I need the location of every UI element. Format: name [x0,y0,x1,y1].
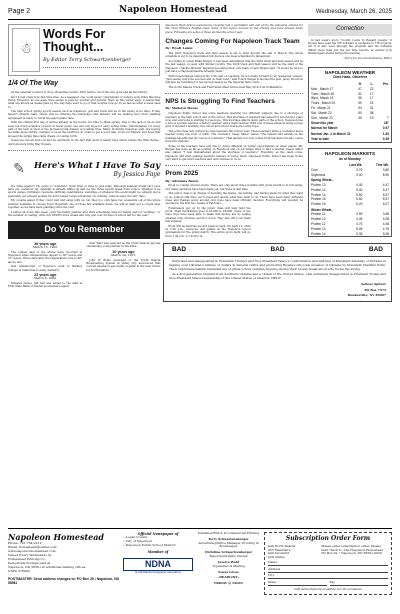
article-paragraph: Some of the teachers have left due to doing different or better opportunities in other places. Mr. Berger has gone as far as posting on Facebook and on job listing sites to find a teacher. Casey Sailor also stated, "I feel disheartened about the shortage of teachers." Hopefully, as the years come, Napoleon will start gaining teachers instead of losing them. Napoleon Public School has been trying very hard to get more teachers and will continue to do so. [165,144,303,161]
table-row: Protein 12 4.75 4.48 [311,222,389,227]
market-title: NAPOLEON MARKETS [324,150,376,156]
remember-grid [8,242,160,290]
remember-item: Glen Wald was selected as the North Dakota Jaycees outstanding young farmer in the state. [86,241,161,249]
here-paragraph: I better sit down this week, open the family planner and start scheduling time for family and for "nothing," or the summer is roaring, with only SEVEN more weeks and only just over 50 days of school left for the year! [8,210,161,217]
market-table [309,163,391,236]
name-field[interactable]: Name [268,561,388,566]
article-headline: Changes Coming For Napoleon Track Team [165,37,300,45]
article-paragraph: With Coach Weigel being in his 11th year of coaching, he is looking forward to an "awesome" season. "Just seeing everyone succeed and do their best," said Coach Weigel is his favorite part. Jacey Woodrow will also be returning for her second season as the Imperial field coach. [165,74,303,85]
masthead [8,6,392,20]
column-section-title: 1/4 Of The Way [8,80,59,87]
staff-list [196,532,261,595]
table-row: Normal for March 0.97 [311,126,389,131]
left-column [8,24,160,302]
table-row: Year to date 0.49 [311,137,389,142]
subscription-title: Subscription Order Form [285,535,371,542]
article-byline: By: Wyatt Laisie [165,46,193,51]
ndna-logo: NDNA [123,558,193,572]
article-paragraph: The North Dakota Track and Field State Meet will be held May 30 & 31st in Bismarck. [168,85,283,89]
remember-title: Do You Remember [8,221,160,239]
here-header [8,155,160,185]
rate-option[interactable]: $29 Online [268,555,285,560]
article-paragraph: Napoleon Public School has some teachers teaching two different subjects due to a shortage of teachers in the high school end of the school. This shortage of teachers has lasted for around five years now, and everyone is starting to lose hope. This shortage affects many parts of the school. Napoleon has a loss of a music teacher, a history teacher, and a math teacher. With loss of these subjects being a huge part of student's learning, the school and school board are losing hope. [165,112,303,129]
table-row: Protein 15 5.60 5.57 [311,197,389,202]
staff-role: Typesetter & Mailing [212,563,245,568]
table-header-row: Last Wk. This Wk. [349,163,389,168]
article-paragraph: According to coach Brian Weigel, it has been determined that the 2025 track and field season will be the last season co-oped with Kidder County. The 2026 track and field season will be the start of the Napoleon / Gackle-Streeter Imperial becoming their own team. Coach Weigel said, "It would be nice to just have a Napoleon/Gackle-Streeter team." [165,60,303,73]
table-row: Protein 16 6.20 6.07 [311,202,389,207]
table-row: Protein 14 5.40 5.47 [311,187,389,192]
zip-field[interactable]: Zip [330,581,389,586]
official-title: Official Newspaper of [137,532,179,536]
logo-subtitle: North Dakota Newspaper Association [135,571,181,575]
table-row: Protein 14 5.50 5.57 [311,192,389,197]
market-subtitle: as of Monday [339,156,361,161]
official-item: ~City of Napoleon [123,539,152,544]
table-header-row: H. L. Pre. [358,82,389,87]
footer-paper-name: Napoleon Homestead [8,532,105,542]
column-paragraph: Guess we can all hold out and be optimistic in the fact that April is nearly here which brings the little rhyme - April showers bring May flowers. [8,139,161,146]
student-articles-intro: Napoleon High School sophomores recently had a journalism unit and wrote the following articles for Ms. Nora Ellison's English class. Some of the topics covered by the articles may have already taken place. Following are some of those stories this school year. [165,24,303,34]
staff-name: Christine Schwartzenberger [204,550,253,555]
correction-sign: ~Sorry for any inconvenience, Editor [342,57,392,61]
article-paragraph: The school has only gotten two new teachers this school year. These teachers bring a counselor and a teacher doing one hour of math. The counselor, Casey Sailor, stated "The tension and anxiety in the building has affected my role as a counselor." That anxiety not only comes from teachers but also comes from the students. [165,130,303,144]
rate-option[interactable]: $55 Elsewhere [268,547,291,552]
info-line: Issued Every Wednesday by [8,553,52,558]
info-line: Napoleon, ND 58561 & additional mailing offices. [8,564,87,569]
postmaster-line: POSTMASTER: Send address changes to: PO Box 29 • Napoleon, ND 58561 [8,576,120,586]
bad-text: Surprised and disappointed in President Trump's and Vice President Vance's confrontation and bullying of President Zelensky of Ukraine in signing over Ukraine's billions of dollars in mineral rights and promoting Russia's full scale invasion of Ukraine by President Vladimir Putin. Their unprofessionalism reminded me of grade school children arguing during their recess break about who broke the swing. [169,259,386,272]
website-link[interactable]: www.napoleonhomestead.com [8,549,56,554]
bad-sign-city: Bunkerville, NV 89007 [347,293,386,298]
remember-item: The coldest days of the winter were recorded at Napoleon when temperatures dipped to 38° below and 31° below. Three days later the temperature rose to 40° above zero. [8,250,83,264]
table-row: Spring Wheat - [311,178,334,183]
bad-text: As a 3rd generation migrant from Southern Ukraine and a citizen of the United States, I am extremely disappointed in President Trump and Vice President Vance's leadership of the United States of America. HELP! [169,272,386,280]
official-item: ~Logan County [123,535,148,540]
table-row: Snow this year 28" [311,121,389,126]
remember-date: March 24, 1915 [111,252,136,257]
table-row: Protein 13 4.40 4.47 [311,183,389,188]
publication-info [8,532,120,595]
table-row: Wed., March 19 36 17 [311,96,374,101]
table-row: Protein 12 4.35 4.08 [311,217,389,222]
city-field[interactable]: City [268,574,388,579]
table-row: Corn 3.76 3.80 [311,168,389,173]
table-row: Sun., March 23 39 19 T [311,115,389,120]
remember-heading: 10 years ago [112,249,135,254]
pencil-icon: ✎ [13,160,25,177]
staff-name: Terry Schwartzenberger [208,536,249,541]
table-row: Protein 13 5.05 4.78 [311,226,389,231]
table-row: Protein 11 3.99 3.68 [311,212,389,217]
market-box [308,148,392,237]
column-paragraph: As the calendar is about to drop off another month, 2025 will be 1/4 of the way gone and all but history. [11,90,148,94]
table-row: Soybeans 9.00 8.90 [311,172,389,177]
remember-date: March 8, 2000 [33,276,57,281]
table-row: Sat., March 22 60 38 [311,110,374,115]
here-paragraph: My cousins asked if they could visit and camp with us, but they too, only have two weekends out of the whole summer available to choose from! Hopefully one of those few available dates, we will at least get a couple days together, as we have been planning since the visit. [8,199,161,209]
staff-name: Sonya Gross [218,569,239,574]
here-byline: By Jessica Faye [113,171,161,179]
staff-role: Publisher/Editor & Commercial Printing [197,531,260,535]
article-paragraph: Prom will be held the second week in April. On April 12, 2025 at 7:30 p.m., everyone will gather at the Napoleon school gymnasium for the grand march. The entire prom night will go from 7:30 p.m. to 10:30 p.m. [165,224,251,238]
bad-header: BAD BAD BAD [163,243,392,256]
official-newspaper [123,532,193,595]
remember-item: Streeter native, Jeff Veil was added to the staff at First State Bank of Golden as insurance agent. [8,282,83,289]
weather-box [308,67,392,143]
correction-text: In last week's story, "County Looks To Reward Guests," it should have read the TIF software is exclusive to TIF projects, but it is also used through the program and the software differs more than just the per mile reports, as auditor Jody Kritzbergern stated during the meeting. [308,38,392,55]
here-title: Here's What I Have To Say [34,160,161,171]
table-row: Thurs., March 20 59 15 [311,101,374,106]
table-row: Normal Jan. 1 to March 31 1.83 [311,131,389,136]
here-paragraph: It's Time Again!!! I'm going to "schedule" down time or time to just relax. Although summer break isn't even here yet, somehow my calendar is already filling up fast for the three month break from school. Whether it be sports camps, birthdays, reunions, birthday celebrations, weddings or whatever the event might be, already we've seemingly got already spoken for and I haven't even scheduled "do nothing, relax & enjoy the sun" date. [8,184,161,198]
rate-option[interactable]: $40 Snowbird [268,551,290,556]
issue-date: Wednesday, March 26, 2025 [315,9,392,16]
bad-sign-box: PO Box 7373 [364,287,386,292]
column-title: Words For Thought... [43,27,106,55]
table-row: Mon., March 17 47 22 [311,86,374,91]
weather-observer: Clark Haas, Observer [332,75,368,80]
phone-line: Phone: 701-754-2212 [8,541,42,546]
remember-heading: 25 years ago [33,273,57,278]
article-paragraph: The junior class is in charge of deciding the theme, decorating, and having plans for what they want to do. Juniors still have yet to meet and decide what they want to do. There have been many different ideas and themes going around, but none have been officially decided. Everything will possibly be decided in the first two weeks of February. [165,192,303,206]
article-headline: Prom 2025 [165,170,199,178]
staff-name: Jessica Wald [218,559,239,564]
column-byline: By Editor Terry Schwartzenberger [43,57,131,64]
table-row: Winter Wheat - [311,207,334,212]
staff-role: Reporter/Graphic Design [209,554,248,559]
table-row: Tues., March 18 31 17 [311,91,374,96]
deadline-value: FRIDAY @ NOON [214,581,243,586]
remember-date: March 15, 1995 [32,244,58,249]
column-paragraph: Isn't it just crazy how fast time flies. As a teenager, one could never comprehend or believe such thing like time flying. However, as one ages, time seems to pass by quicker and quicker. Well, as this writer ages, it seems that what are known as weeks pass by the way days used to go or that months now go by as fast as what a week used to. [8,95,161,109]
page-number: Page 2 [8,8,31,16]
gift-note: Gift subscriptions available for all occasions [294,586,362,591]
article-headline: NPS Is Struggling To Find Teachers [165,98,275,106]
email-link[interactable]: Email: homestead@bektel.com [8,545,57,550]
deadline-label: ~DEADLINE~ [216,575,241,580]
article-byline: By: Adrianna Baron [165,178,199,183]
address-field[interactable]: Address [268,568,388,573]
info-line: USPS 378040 [8,568,30,573]
remember-heading: 30 years ago [33,241,57,246]
table-row: Fri., March 21 54 31 [311,106,374,111]
staff-role: Advertising/Office Manager, Proofing & Bookkeeper [198,540,259,549]
subscription-form [264,532,392,595]
weather-table [309,82,391,142]
bad-sign-name: Selmer Spitzer [361,281,386,286]
article-paragraph: The 2025 Napoleon track and field season is set to start around the end of March. The whole schedule is yet to be determined but there is one meet scheduled in Jamestown. [165,52,303,59]
column-paragraph: The high school spring sports season such as trapshoot, golf and track will be in full swing in no time. If they haven't already, baby calves will be littering the landscape and farmers will be making sure their planting equipment is ready to roll at the appropriate time. [8,110,161,120]
paper-name: Napoleon Homestead [119,5,228,16]
info-line: Homestead Printing Co. [8,557,46,562]
article-paragraph: Prom is coming around slowly. There are only about three months until prom month is in full swing. Not many decisions have been made yet, but there is still time. [165,184,303,191]
lightbulb-icon: ☃ [12,28,40,72]
correction-title: Correction [308,24,392,36]
remember-item: John W. Boler, president of the North Dakota Broadcasting System at Valley City announced that colored television was highly popular in the near future for North Dakota. [86,258,161,272]
bad-letter [163,256,392,302]
article-byline: By: Madelyn Mauer [165,106,199,111]
official-item: ~Napoleon Public School District [123,543,176,548]
state-field[interactable]: State [268,581,327,586]
weather-title: NAPOLEON WEATHER [324,69,376,75]
footer [8,528,392,595]
article-paragraph: Fundraisers put on by the junior class will help fund the prom. Their fundraising goal is $5,000 to $6,000. Some of the ways they have been able to make this money are by selling caramel rolls, lunches, and hot cocoa. They also did a car wash last summer. [165,206,251,224]
column-paragraph: With the official first day of spring already in the books, it's time to think spring. Due to the lack of snow, and even not much evidence of snow in fewer parts, one can only hope for early spring rains. Unfortunately, for every part of the lack of snow is the increased risk danger of possible fires. Many, including myself as well, are hoping we make more storms continue to be at the forefront. In order to get a good rain, cross our fingers, and hope that at least the spring time rains dream of coming forth. [8,121,161,138]
remember-item: Deb Oldenburger of Napoleon went to Barkley College in California to study dentistry. [8,265,83,272]
info-line: Periodicals Postage paid at [8,561,51,565]
subscription-instructions: Please enter subscription order. Please mail check to: The Napoleon Homestead PO Box 29 • Napoleon, ND 58561-0029 [321,543,384,556]
member-label: Member of [147,550,169,555]
rate-option[interactable]: $49 North Dakota [268,543,296,548]
table-row: Protein 14 5.35 5.08 [311,231,389,236]
words-for-thought-header [8,24,160,76]
